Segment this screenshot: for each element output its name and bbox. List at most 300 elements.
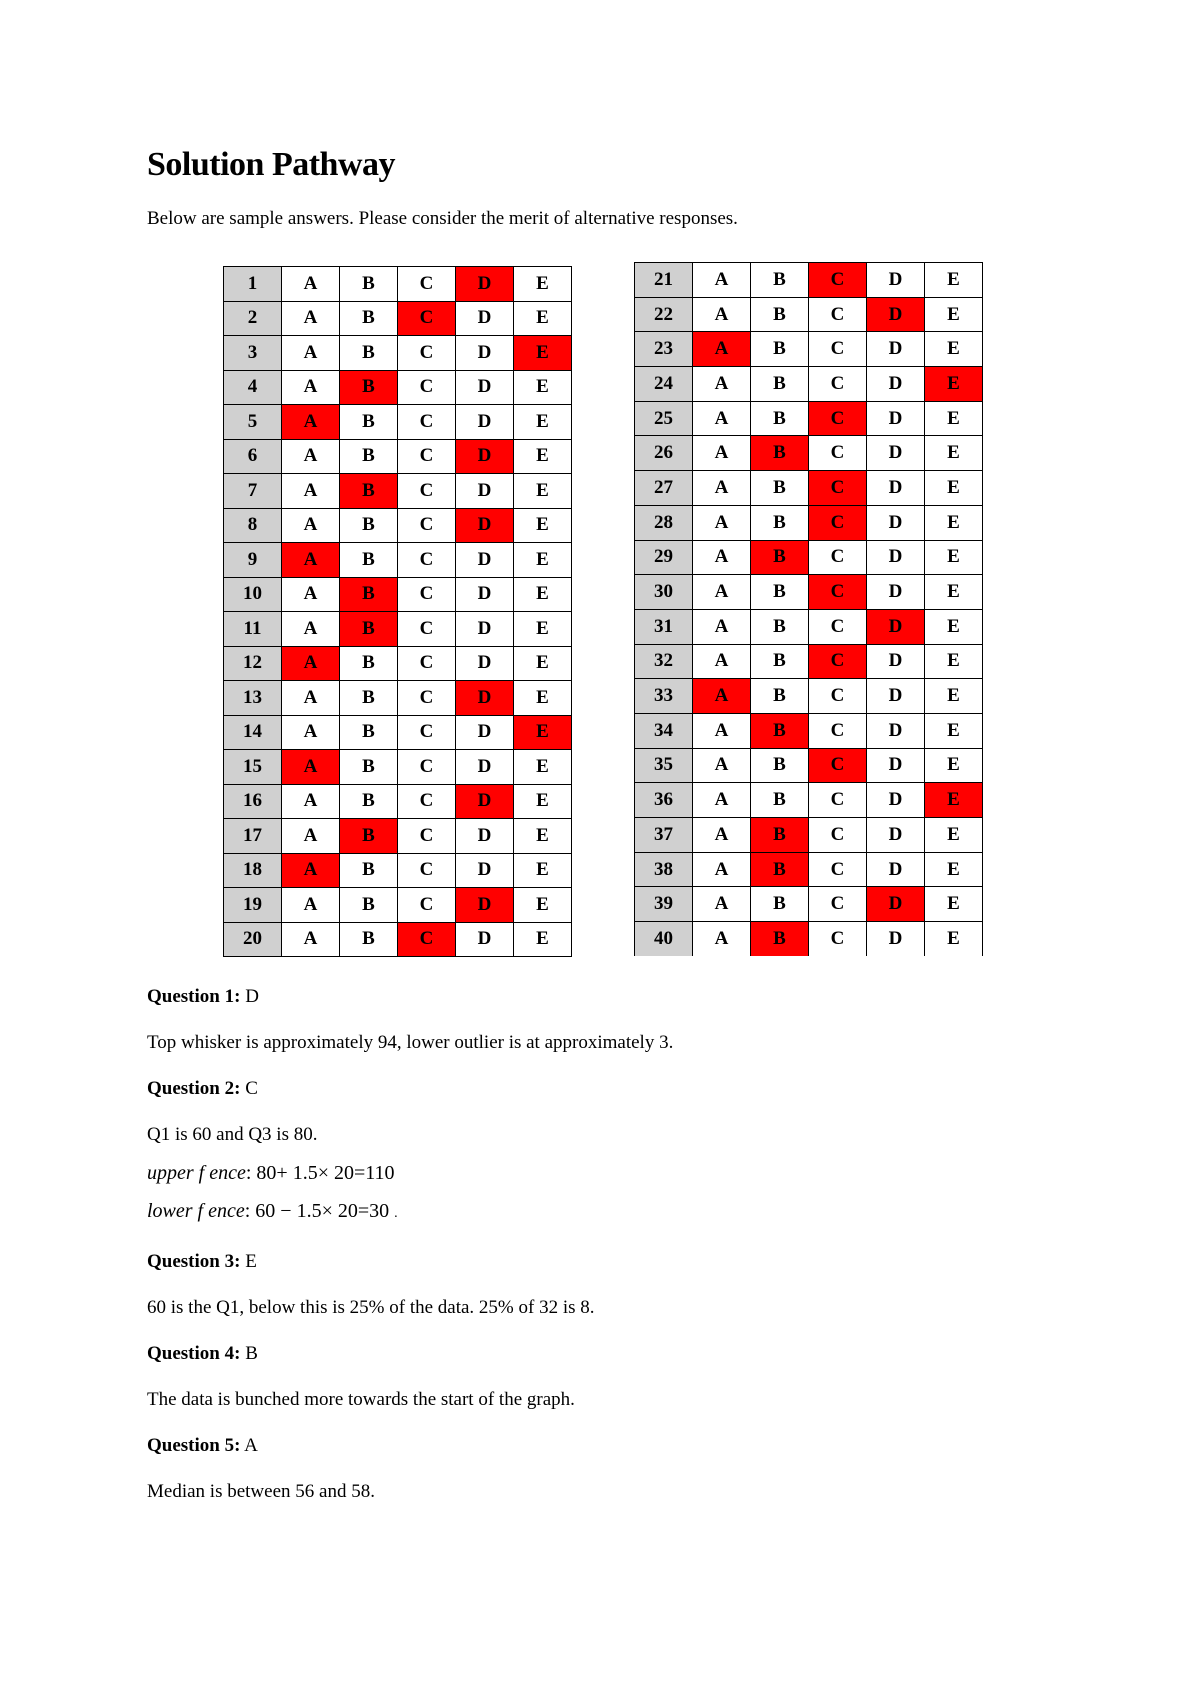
answer-option-cell: E [514, 612, 572, 647]
answer-option-cell: B [340, 888, 398, 923]
answer-row [224, 301, 572, 336]
answer-option-cell: C [398, 508, 456, 543]
answer-option-cell: C [809, 540, 867, 575]
answer-option-cell: D [456, 853, 514, 888]
answer-option-cell: D [867, 922, 925, 957]
selected-answer-cell: B [340, 474, 398, 509]
selected-answer-cell: E [925, 783, 983, 818]
answer-row [635, 609, 983, 644]
question-number-cell: 25 [635, 401, 693, 436]
question-number-cell: 9 [224, 543, 282, 578]
answer-option-cell: E [514, 301, 572, 336]
selected-answer-cell: C [809, 575, 867, 610]
answer-option-cell: B [340, 267, 398, 302]
answer-option-cell: B [751, 887, 809, 922]
answer-option-cell: E [925, 540, 983, 575]
question-2-heading [147, 1078, 258, 1100]
answer-row [635, 575, 983, 610]
question-number-cell: 10 [224, 577, 282, 612]
answer-option-cell: A [282, 784, 340, 819]
answer-row [224, 888, 572, 923]
answer-option-cell: E [925, 713, 983, 748]
question-number-cell: 5 [224, 405, 282, 440]
answer-option-cell: A [693, 297, 751, 332]
answer-option-cell: A [282, 301, 340, 336]
question-number-cell: 16 [224, 784, 282, 819]
answer-row [224, 508, 572, 543]
question-number-cell: 18 [224, 853, 282, 888]
answer-option-cell: B [340, 646, 398, 681]
answer-option-cell: C [809, 887, 867, 922]
selected-answer-cell: C [809, 644, 867, 679]
answer-option-cell: D [867, 713, 925, 748]
selected-answer-cell: D [456, 681, 514, 716]
answer-option-cell: D [867, 436, 925, 471]
answer-option-cell: A [282, 715, 340, 750]
selected-answer-cell: A [282, 750, 340, 785]
answer-option-cell: A [693, 540, 751, 575]
selected-answer-cell: A [693, 679, 751, 714]
answer-option-cell: E [514, 439, 572, 474]
question-number-cell: 15 [224, 750, 282, 785]
question-3-heading [147, 1251, 257, 1273]
answer-option-cell: A [693, 644, 751, 679]
answer-option-cell: B [340, 853, 398, 888]
answer-option-cell: C [809, 818, 867, 853]
selected-answer-cell: E [514, 715, 572, 750]
question-number-cell: 35 [635, 748, 693, 783]
answer-row [224, 336, 572, 371]
question-number-cell: 32 [635, 644, 693, 679]
lower-fence-period: . [394, 1206, 398, 1221]
answer-row [224, 577, 572, 612]
question-number-cell: 11 [224, 612, 282, 647]
answer-option-cell: A [693, 818, 751, 853]
question-3-label: Question 3: [147, 1251, 241, 1272]
selected-answer-cell: B [751, 540, 809, 575]
question-number-cell: 1 [224, 267, 282, 302]
question-4-explanation: The data is bunched more towards the start of the graph. [147, 1389, 575, 1410]
answer-option-cell: E [925, 748, 983, 783]
page-title: Solution Pathway [147, 146, 395, 183]
question-4-heading [147, 1343, 258, 1365]
selected-answer-cell: D [456, 888, 514, 923]
answer-option-cell: B [340, 301, 398, 336]
answer-option-cell: B [751, 471, 809, 506]
selected-answer-cell: A [282, 405, 340, 440]
selected-answer-cell: D [867, 609, 925, 644]
answer-option-cell: B [751, 297, 809, 332]
answer-option-cell: B [751, 609, 809, 644]
answer-row [635, 332, 983, 367]
selected-answer-cell: A [282, 853, 340, 888]
answer-option-cell: C [809, 609, 867, 644]
answer-option-cell: B [751, 367, 809, 402]
question-number-cell: 27 [635, 471, 693, 506]
answer-option-cell: C [398, 336, 456, 371]
answer-option-cell: C [398, 267, 456, 302]
answer-option-cell: B [751, 401, 809, 436]
answer-option-cell: E [925, 401, 983, 436]
answer-row [635, 922, 983, 957]
answer-option-cell: B [340, 784, 398, 819]
answer-row [224, 715, 572, 750]
selected-answer-cell: D [867, 297, 925, 332]
selected-answer-cell: D [456, 508, 514, 543]
answer-option-cell: C [809, 922, 867, 957]
answer-option-cell: A [282, 819, 340, 854]
question-5-answer: A [244, 1435, 258, 1456]
answer-option-cell: A [693, 783, 751, 818]
answer-grid-right [634, 262, 983, 956]
answer-option-cell: D [867, 575, 925, 610]
question-number-cell: 36 [635, 783, 693, 818]
answer-option-cell: C [809, 783, 867, 818]
answer-option-cell: C [398, 750, 456, 785]
answer-option-cell: D [456, 715, 514, 750]
answer-row [635, 505, 983, 540]
answer-row [224, 750, 572, 785]
answer-row [635, 887, 983, 922]
answer-row [635, 297, 983, 332]
question-number-cell: 26 [635, 436, 693, 471]
answer-option-cell: A [693, 922, 751, 957]
answer-row [224, 681, 572, 716]
selected-answer-cell: C [398, 301, 456, 336]
answer-option-cell: E [514, 474, 572, 509]
answer-option-cell: A [282, 922, 340, 957]
selected-answer-cell: C [398, 922, 456, 957]
question-3-answer: E [245, 1251, 257, 1272]
answer-option-cell: D [456, 405, 514, 440]
answer-option-cell: E [514, 577, 572, 612]
answer-option-cell: A [282, 336, 340, 371]
answer-option-cell: A [693, 575, 751, 610]
question-number-cell: 31 [635, 609, 693, 644]
answer-row [635, 263, 983, 298]
answer-row [635, 679, 983, 714]
answer-option-cell: B [340, 336, 398, 371]
answer-option-cell: D [867, 332, 925, 367]
selected-answer-cell: B [751, 713, 809, 748]
answer-option-cell: E [925, 263, 983, 298]
answer-option-cell: D [867, 263, 925, 298]
selected-answer-cell: B [751, 818, 809, 853]
question-number-cell: 21 [635, 263, 693, 298]
answer-row [224, 267, 572, 302]
answer-row [224, 646, 572, 681]
upper-fence-label: upper f ence [147, 1162, 246, 1184]
answer-option-cell: E [925, 575, 983, 610]
answer-option-cell: C [398, 612, 456, 647]
answer-option-cell: B [340, 715, 398, 750]
answer-option-cell: C [398, 888, 456, 923]
answer-option-cell: C [809, 367, 867, 402]
answer-option-cell: E [925, 436, 983, 471]
answer-option-cell: A [282, 508, 340, 543]
answer-option-cell: A [693, 505, 751, 540]
answer-option-cell: E [925, 922, 983, 957]
answer-option-cell: C [809, 332, 867, 367]
question-number-cell: 17 [224, 819, 282, 854]
selected-answer-cell: C [809, 471, 867, 506]
answer-option-cell: E [514, 784, 572, 819]
answer-option-cell: E [514, 370, 572, 405]
answer-row [224, 922, 572, 957]
question-5-explanation: Median is between 56 and 58. [147, 1481, 375, 1502]
answer-option-cell: D [867, 679, 925, 714]
answer-row [635, 367, 983, 402]
answer-option-cell: A [282, 474, 340, 509]
selected-answer-cell: B [751, 922, 809, 957]
answer-option-cell: B [751, 783, 809, 818]
selected-answer-cell: A [693, 332, 751, 367]
answer-option-cell: E [925, 818, 983, 853]
answer-option-cell: E [925, 297, 983, 332]
question-number-cell: 23 [635, 332, 693, 367]
answer-option-cell: D [456, 646, 514, 681]
answer-option-cell: C [809, 436, 867, 471]
answer-option-cell: A [693, 748, 751, 783]
answer-option-cell: B [751, 505, 809, 540]
answer-option-cell: B [340, 681, 398, 716]
question-number-cell: 12 [224, 646, 282, 681]
selected-answer-cell: D [456, 439, 514, 474]
answer-option-cell: B [751, 748, 809, 783]
answer-row [224, 405, 572, 440]
answer-option-cell: C [398, 715, 456, 750]
answer-option-cell: C [398, 646, 456, 681]
answer-row [635, 471, 983, 506]
question-number-cell: 38 [635, 852, 693, 887]
answer-option-cell: A [693, 609, 751, 644]
answer-option-cell: D [867, 505, 925, 540]
answer-option-cell: E [514, 508, 572, 543]
answer-option-cell: B [751, 575, 809, 610]
selected-answer-cell: A [282, 543, 340, 578]
answer-option-cell: B [751, 679, 809, 714]
question-number-cell: 39 [635, 887, 693, 922]
answer-row [224, 819, 572, 854]
answer-option-cell: C [809, 852, 867, 887]
answer-row [224, 370, 572, 405]
question-number-cell: 22 [635, 297, 693, 332]
answer-option-cell: D [456, 922, 514, 957]
answer-row [224, 612, 572, 647]
answer-option-cell: E [925, 609, 983, 644]
answer-option-cell: A [693, 263, 751, 298]
answer-option-cell: D [456, 577, 514, 612]
question-number-cell: 24 [635, 367, 693, 402]
answer-option-cell: E [925, 505, 983, 540]
selected-answer-cell: B [340, 577, 398, 612]
question-number-cell: 19 [224, 888, 282, 923]
question-number-cell: 4 [224, 370, 282, 405]
answer-option-cell: C [809, 679, 867, 714]
answer-option-cell: E [925, 887, 983, 922]
answer-row [635, 436, 983, 471]
question-number-cell: 6 [224, 439, 282, 474]
selected-answer-cell: D [867, 887, 925, 922]
answer-option-cell: C [398, 439, 456, 474]
question-number-cell: 2 [224, 301, 282, 336]
answer-option-cell: E [925, 679, 983, 714]
answer-row [224, 543, 572, 578]
upper-fence-expression: : 80+ 1.5× 20=110 [245, 1162, 395, 1184]
answer-option-cell: D [456, 301, 514, 336]
question-number-cell: 13 [224, 681, 282, 716]
answer-option-cell: D [867, 367, 925, 402]
answer-option-cell: B [340, 508, 398, 543]
selected-answer-cell: C [809, 263, 867, 298]
answer-row [635, 644, 983, 679]
selected-answer-cell: C [809, 748, 867, 783]
answer-option-cell: D [456, 612, 514, 647]
answer-row [635, 818, 983, 853]
answer-row [635, 852, 983, 887]
answer-option-cell: D [456, 474, 514, 509]
selected-answer-cell: A [282, 646, 340, 681]
answer-option-cell: B [340, 439, 398, 474]
question-number-cell: 8 [224, 508, 282, 543]
answer-option-cell: E [514, 267, 572, 302]
answer-option-cell: C [398, 543, 456, 578]
answer-option-cell: A [282, 439, 340, 474]
answer-option-cell: A [693, 367, 751, 402]
answer-row [635, 713, 983, 748]
answer-option-cell: D [456, 819, 514, 854]
answer-option-cell: D [867, 644, 925, 679]
selected-answer-cell: D [456, 784, 514, 819]
answer-option-cell: D [456, 750, 514, 785]
answer-option-cell: B [340, 750, 398, 785]
answer-row [635, 401, 983, 436]
answer-option-cell: E [514, 681, 572, 716]
lower-fence-formula [147, 1200, 398, 1223]
lower-fence-label: lower f ence [147, 1200, 245, 1222]
answer-option-cell: E [925, 644, 983, 679]
question-4-answer: B [245, 1343, 258, 1364]
question-number-cell: 30 [635, 575, 693, 610]
question-number-cell: 29 [635, 540, 693, 575]
question-1-label: Question 1: [147, 986, 241, 1007]
question-number-cell: 28 [635, 505, 693, 540]
question-1-heading [147, 986, 259, 1008]
answer-option-cell: C [398, 370, 456, 405]
intro-text: Below are sample answers. Please consider the merit of alternative responses. [147, 208, 738, 229]
answer-option-cell: C [398, 853, 456, 888]
answer-row [635, 748, 983, 783]
question-number-cell: 14 [224, 715, 282, 750]
selected-answer-cell: B [340, 612, 398, 647]
answer-option-cell: C [398, 819, 456, 854]
answer-row [224, 853, 572, 888]
answer-option-cell: D [867, 852, 925, 887]
question-number-cell: 37 [635, 818, 693, 853]
answer-option-cell: C [398, 577, 456, 612]
answer-option-cell: B [340, 922, 398, 957]
upper-fence-formula [147, 1162, 395, 1185]
answer-option-cell: C [809, 297, 867, 332]
selected-answer-cell: E [925, 367, 983, 402]
answer-option-cell: E [925, 852, 983, 887]
answer-option-cell: D [867, 401, 925, 436]
answer-grid-left [223, 266, 572, 957]
answer-row [224, 474, 572, 509]
question-number-cell: 40 [635, 922, 693, 957]
selected-answer-cell: C [809, 401, 867, 436]
answer-option-cell: C [398, 474, 456, 509]
selected-answer-cell: D [456, 267, 514, 302]
answer-row [224, 439, 572, 474]
question-5-heading [147, 1435, 258, 1457]
question-2-explanation: Q1 is 60 and Q3 is 80. [147, 1124, 318, 1145]
question-4-label: Question 4: [147, 1343, 241, 1364]
selected-answer-cell: B [751, 436, 809, 471]
answer-option-cell: D [867, 783, 925, 818]
answer-option-cell: A [282, 267, 340, 302]
answer-option-cell: D [456, 370, 514, 405]
selected-answer-cell: B [751, 852, 809, 887]
answer-option-cell: A [282, 577, 340, 612]
answer-option-cell: A [693, 401, 751, 436]
answer-row [635, 540, 983, 575]
answer-option-cell: A [282, 681, 340, 716]
answer-option-cell: A [693, 713, 751, 748]
answer-option-cell: E [514, 750, 572, 785]
selected-answer-cell: B [340, 819, 398, 854]
question-1-answer: D [245, 986, 259, 1007]
question-2-label: Question 2: [147, 1078, 241, 1099]
answer-option-cell: E [925, 471, 983, 506]
answer-option-cell: A [282, 888, 340, 923]
answer-option-cell: B [340, 543, 398, 578]
answer-option-cell: E [514, 922, 572, 957]
answer-option-cell: A [693, 436, 751, 471]
answer-option-cell: E [514, 405, 572, 440]
answer-option-cell: C [398, 784, 456, 819]
answer-option-cell: B [751, 332, 809, 367]
answer-option-cell: A [693, 887, 751, 922]
answer-option-cell: D [867, 818, 925, 853]
answer-option-cell: A [693, 471, 751, 506]
answer-option-cell: E [925, 332, 983, 367]
question-2-answer: C [245, 1078, 258, 1099]
question-number-cell: 7 [224, 474, 282, 509]
answer-row [224, 784, 572, 819]
question-number-cell: 33 [635, 679, 693, 714]
answer-option-cell: E [514, 853, 572, 888]
question-number-cell: 34 [635, 713, 693, 748]
answer-option-cell: A [282, 612, 340, 647]
answer-option-cell: E [514, 543, 572, 578]
answer-option-cell: C [809, 713, 867, 748]
question-1-explanation: Top whisker is approximately 94, lower outlier is at approximately 3. [147, 1032, 674, 1053]
answer-option-cell: E [514, 819, 572, 854]
answer-option-cell: E [514, 888, 572, 923]
answer-option-cell: B [751, 644, 809, 679]
selected-answer-cell: B [340, 370, 398, 405]
question-5-label: Question 5: [147, 1435, 241, 1456]
answer-option-cell: A [282, 370, 340, 405]
question-3-explanation: 60 is the Q1, below this is 25% of the data. 25% of 32 is 8. [147, 1297, 595, 1318]
answer-option-cell: B [340, 405, 398, 440]
lower-fence-expression: : 60 − 1.5× 20=30 [244, 1200, 390, 1222]
answer-option-cell: D [867, 748, 925, 783]
answer-option-cell: C [398, 405, 456, 440]
answer-option-cell: D [456, 543, 514, 578]
selected-answer-cell: C [809, 505, 867, 540]
